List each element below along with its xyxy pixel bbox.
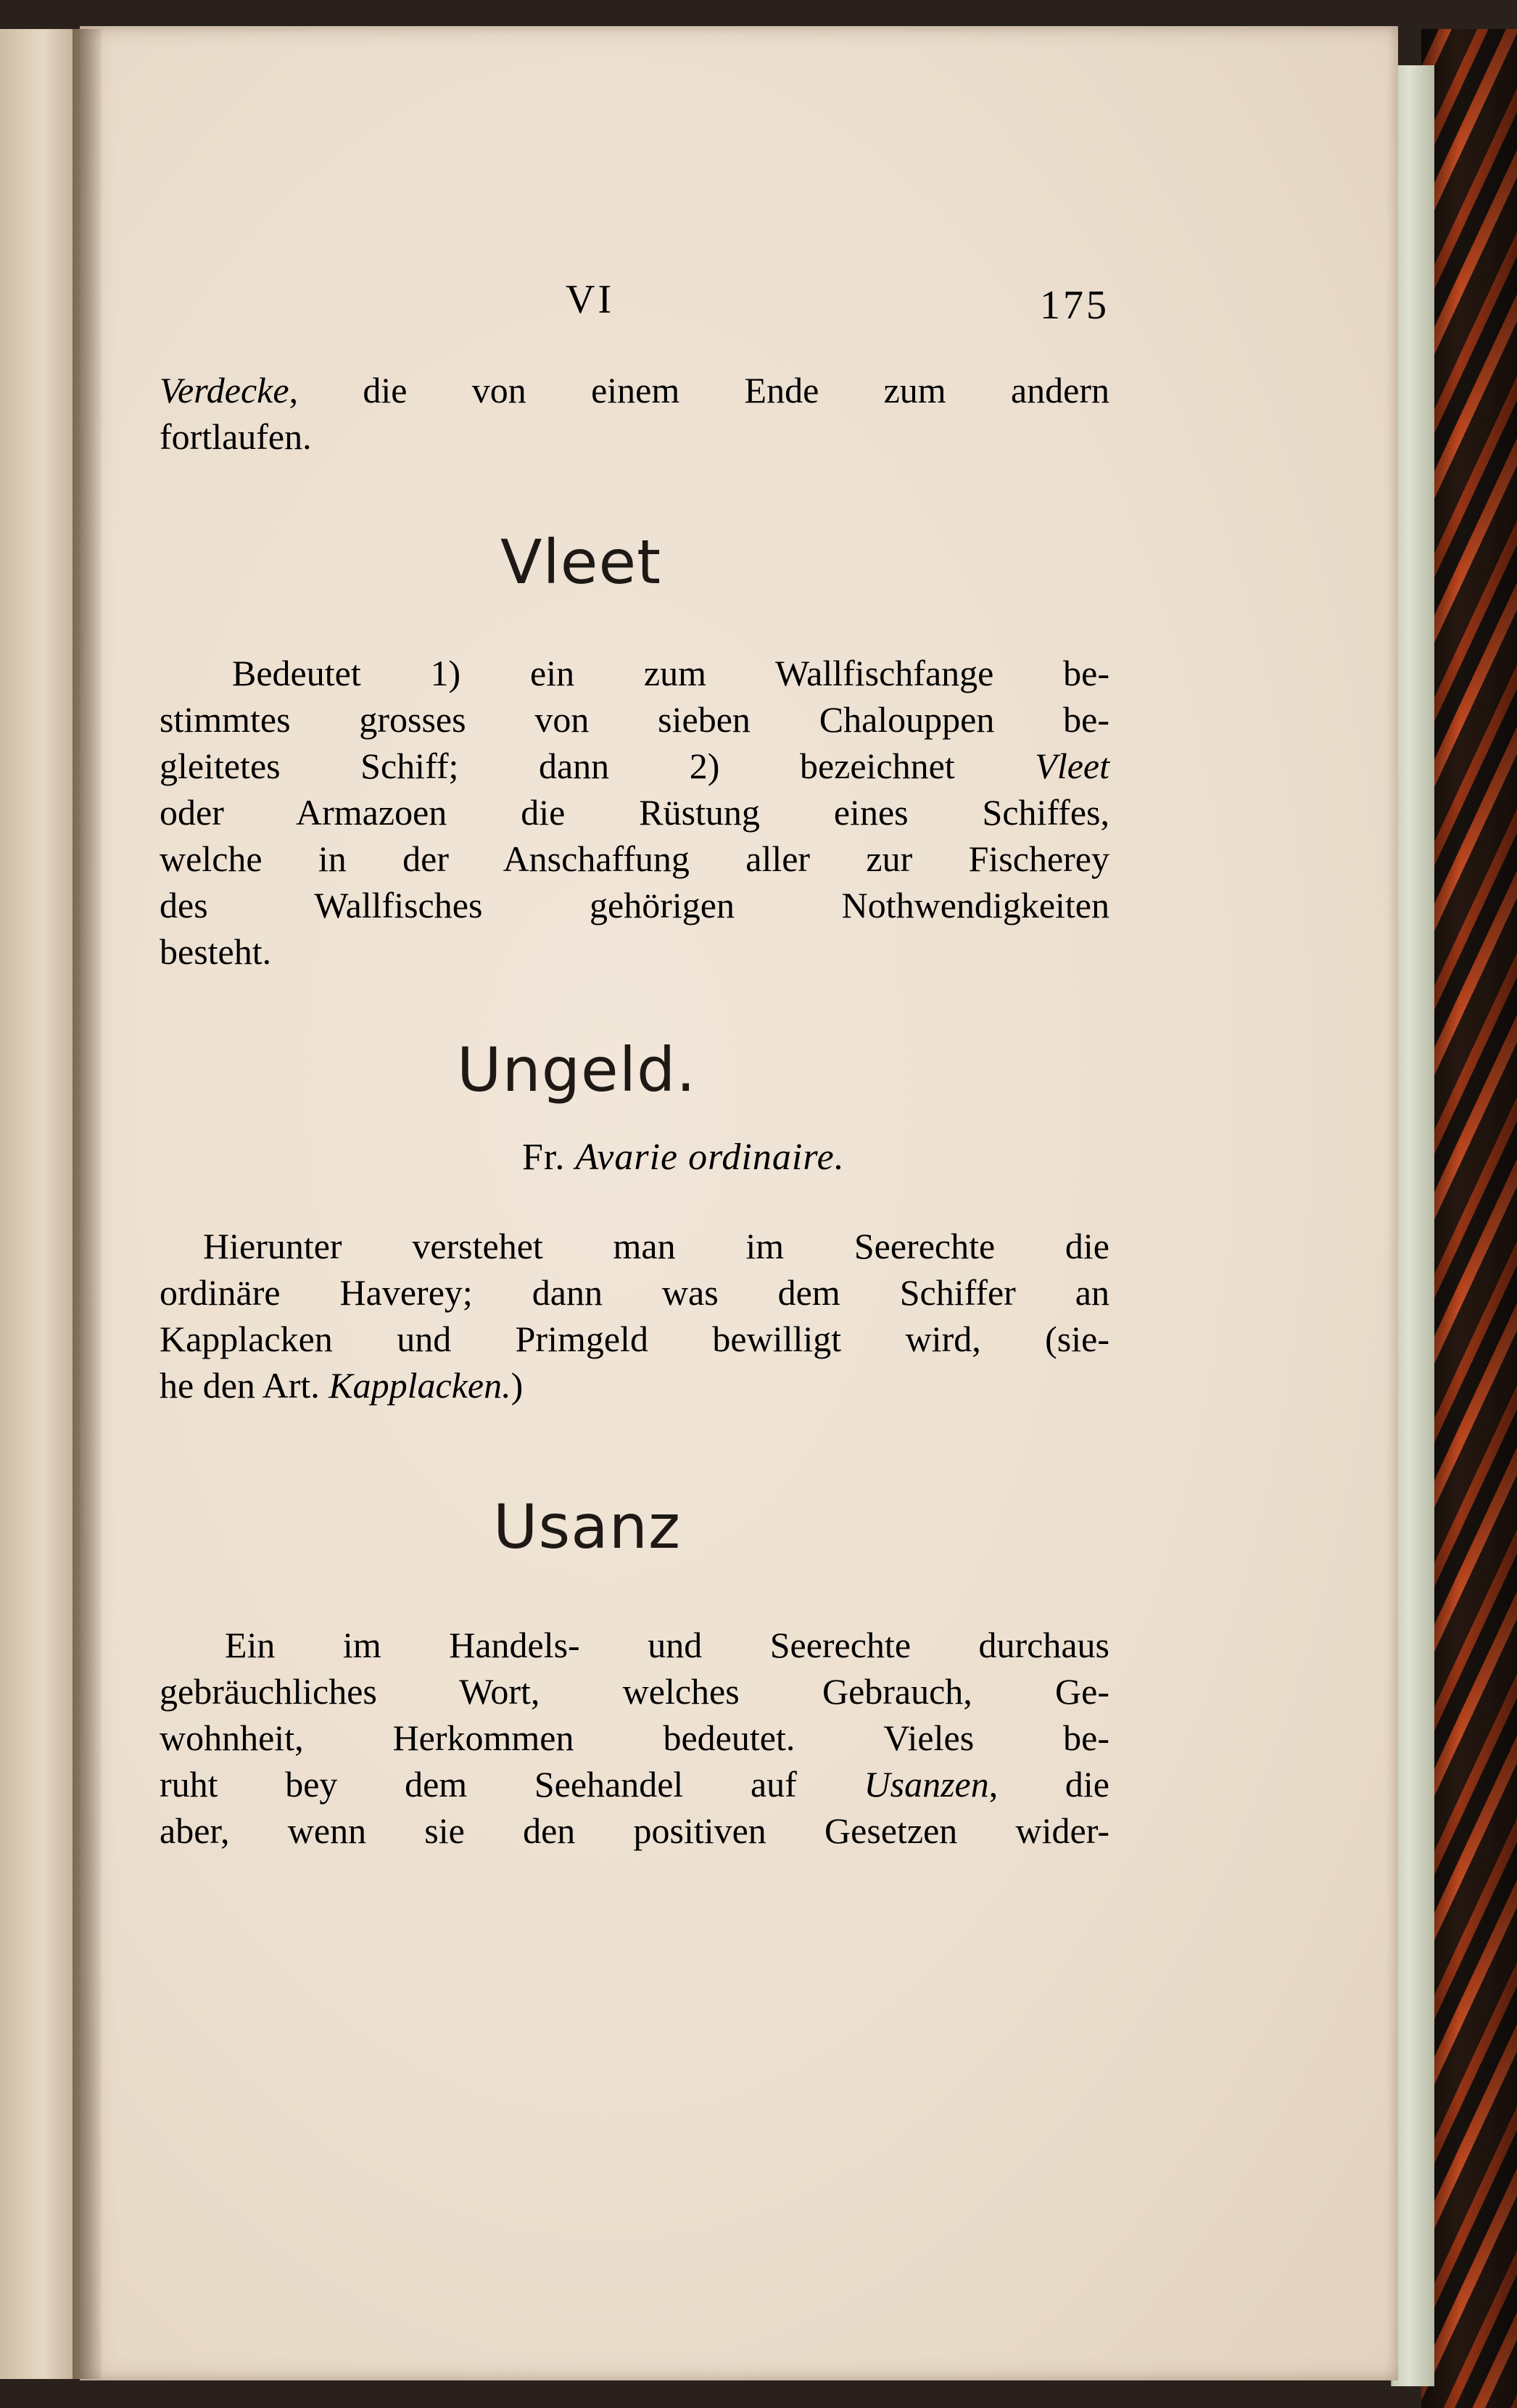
book-page <box>80 26 1398 2380</box>
headword-vleet: Vleet <box>500 527 662 598</box>
gutter-shadow <box>73 29 102 2379</box>
text-line: ordinäre Haverey; dann was dem Schiffer an <box>160 1272 1109 1313</box>
text-line: Verdecke, die von einem Ende zum andern <box>160 370 1109 411</box>
text-line: des Wallfisches gehörigen Nothwendigkeiten <box>160 885 1109 925</box>
text-line: wohnheit, Herkommen bedeutet. Vieles be- <box>160 1718 1109 1758</box>
running-head <box>160 276 1109 334</box>
text-line: Ein im Handels- und Seerechte durchaus <box>225 1625 1109 1665</box>
text-line: he den Art. Kapplacken.) <box>160 1365 524 1406</box>
entry-paragraph-vleet <box>160 650 1109 975</box>
text-line: aber, wenn sie den positiven Gesetzen wider- <box>160 1810 1109 1851</box>
text-line: fortlaufen. <box>160 416 312 457</box>
text-line: Bedeutet 1) ein zum Wallfischfange be- <box>232 653 1109 693</box>
entry-paragraph-ungeld <box>160 1223 1109 1409</box>
headword-ungeld: Ungeld. <box>457 1034 697 1105</box>
continuation-paragraph <box>160 367 1109 460</box>
subhead-ungeld: Fr. Avarie ordinaire. <box>522 1137 845 1178</box>
text-line: gleitetes Schiff; dann 2) bezeichnet Vleet <box>160 746 1109 786</box>
text-line: besteht. <box>160 931 272 972</box>
text-line: ruht bey dem Seehandel auf Usanzen, die <box>160 1764 1109 1805</box>
entry-paragraph-usanz <box>160 1622 1109 1854</box>
headword-usanz: Usanz <box>493 1491 682 1562</box>
cover-edge-shadow <box>1421 29 1517 2408</box>
page-number: 175 <box>1040 283 1109 328</box>
text-line: Hierunter verstehet man im Seerechte die <box>203 1226 1109 1266</box>
section-number: VI <box>566 277 615 322</box>
text-line: oder Armazoen die Rüstung eines Schiffes, <box>160 792 1109 833</box>
text-line: welche in der Anschaffung aller zur Fischerey <box>160 838 1109 879</box>
text-line: stimmtes grosses von sieben Chalouppen be- <box>160 699 1109 740</box>
text-line: Kapplacken und Primgeld bewilligt wird, (sie- <box>160 1319 1109 1359</box>
text-line: gebräuchliches Wort, welches Gebrauch, Ge- <box>160 1671 1109 1712</box>
